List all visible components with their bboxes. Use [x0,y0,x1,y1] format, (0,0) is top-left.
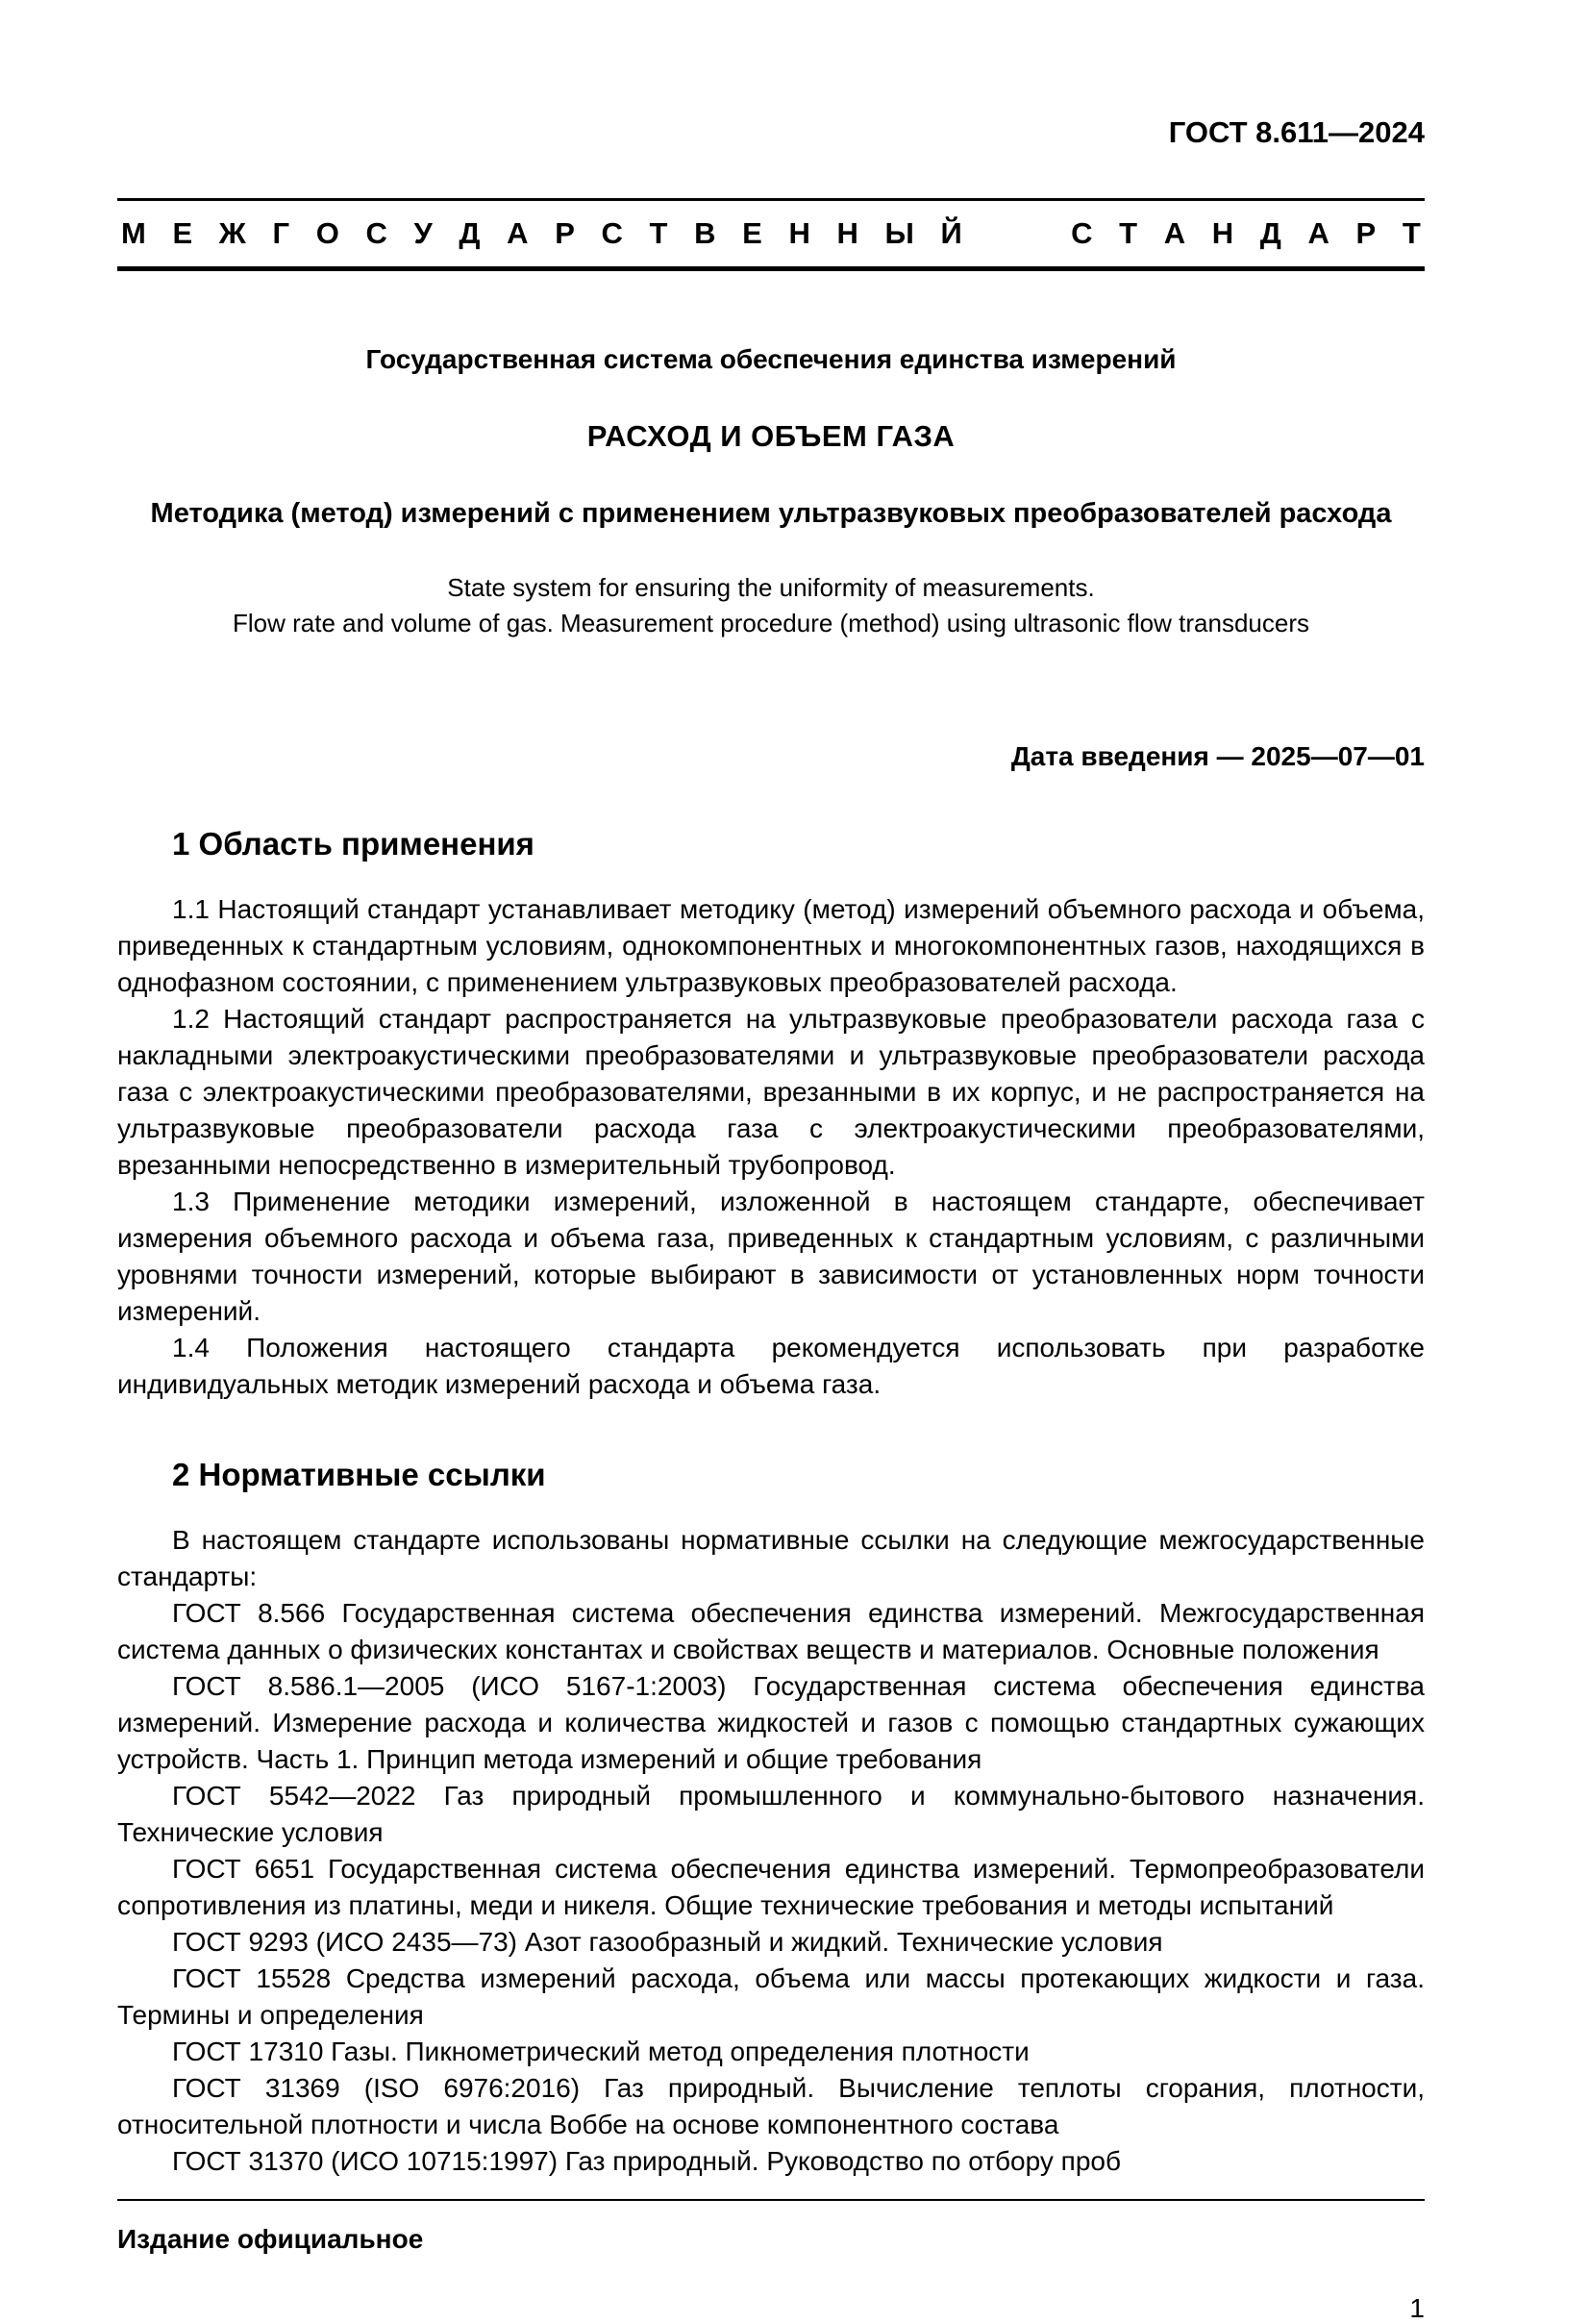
title-english-line1: State system for ensuring the uniformity of measurements. [447,573,1095,602]
paragraph: ГОСТ 6651 Государственная система обеспечения единства измерений. Термопреобразователи сопротивления из платины, меди и никеля. Общие технические требования и методы испытаний [117,1854,1425,1920]
paragraph: ГОСТ 5542—2022 Газ природный промышленного и коммунально-бытового назначения. Технические условия [117,1781,1425,1847]
paragraph: В настоящем стандарте использованы нормативные ссылки на следующие межгосударственные стандарты: [117,1525,1425,1591]
title-system: Государственная система обеспечения единства измерений [365,344,1177,374]
paragraph: ГОСТ 15528 Средства измерений расхода, объема или массы протекающих жидкости и газа. Термины и определения [117,1963,1425,2030]
standard-type-banner: М Е Ж Г О С У Д А Р С Т В Е Н Н Ы Й С Т А Н Д А Р Т [121,216,1421,250]
paragraph: ГОСТ 8.586.1—2005 (ИСО 5167-1:2003) Государственная система обеспечения единства измерений. Измерение расхода и количества жидкостей и газов с помощью стандартных сужающих устройств. Часть 1. Принцип метода измерений и общие требования [117,1671,1425,1774]
paragraph: ГОСТ 9293 (ИСО 2435—73) Азот газообразный и жидкий. Технические условия [172,1927,1163,1957]
paragraph: ГОСТ 31369 (ISO 6976:2016) Газ природный. Вычисление теплоты сгорания, плотности, относительной плотности и числа Воббе на основе компонентного состава [117,2073,1425,2139]
paragraph: 1.1 Настоящий стандарт устанавливает методику (метод) измерений объемного расхода и объема, приведенных к стандартным условиям, однокомпонентных и многокомпонентных газов, находящихся в однофазном состоянии, с применением ультразвуковых преобразователей расхода. [117,894,1425,997]
section-heading: 1 Область применения [172,826,534,862]
title-block [117,344,1425,641]
document-body [117,772,1425,2180]
paragraph: 1.4 Положения настоящего стандарта рекомендуется использовать при разработке индивидуальных методик измерений расхода и объема газа. [117,1333,1425,1399]
page-header [117,115,1425,271]
standard-code: ГОСТ 8.611—2024 [1168,115,1425,149]
edition-note: Издание официальное [117,2224,424,2254]
paragraph: ГОСТ 31370 (ИСО 10715:1997) Газ природный. Руководство по отбору проб [172,2146,1122,2176]
title-main: РАСХОД И ОБЪЕМ ГАЗА [586,419,956,453]
paragraph: 1.3 Применение методики измерений, изложенной в настоящем стандарте, обеспечивает измерения объемного расхода и объема газа, приведенных к стандартным условиям, с различными уровнями точности измерений, которые выбирают в зависимости от установленных норм точности измерений. [117,1187,1425,1326]
title-subtitle: Методика (метод) измерений с применением ультразвуковых преобразователей расхода [150,498,1392,529]
title-english-line2: Flow rate and volume of gas. Measurement procedure (method) using ultrasonic flow transducers [233,609,1309,637]
header-rule-bottom [117,266,1425,271]
page-footer [117,2199,1425,2324]
paragraph: ГОСТ 17310 Газы. Пикнометрический метод определения плотности [172,2037,1030,2066]
introduction-date: Дата введения — 2025—07—01 [1010,741,1425,771]
footer-rule [117,2199,1425,2201]
paragraph: ГОСТ 8.566 Государственная система обеспечения единства измерений. Межгосударственная система данных о физических константах и свойствах веществ и материалов. Основные положения [117,1598,1425,1664]
paragraph: 1.2 Настоящий стандарт распространяется на ультразвуковые преобразователи расхода газа с накладными электроакустическими преобразователями и ультразвуковые преобразователи расхода газа с электроакустическими преобразователями, врезанными в их корпус, и не распространяется на ультразвуковые преобразователи расхода газа с электроакустическими преобразователями, врезанными непосредственно в измерительный трубопровод. [117,1004,1425,1180]
page-number: 1 [1409,2293,1425,2323]
bottom-spacer [117,2180,1425,2199]
section-heading: 2 Нормативные ссылки [172,1457,546,1492]
